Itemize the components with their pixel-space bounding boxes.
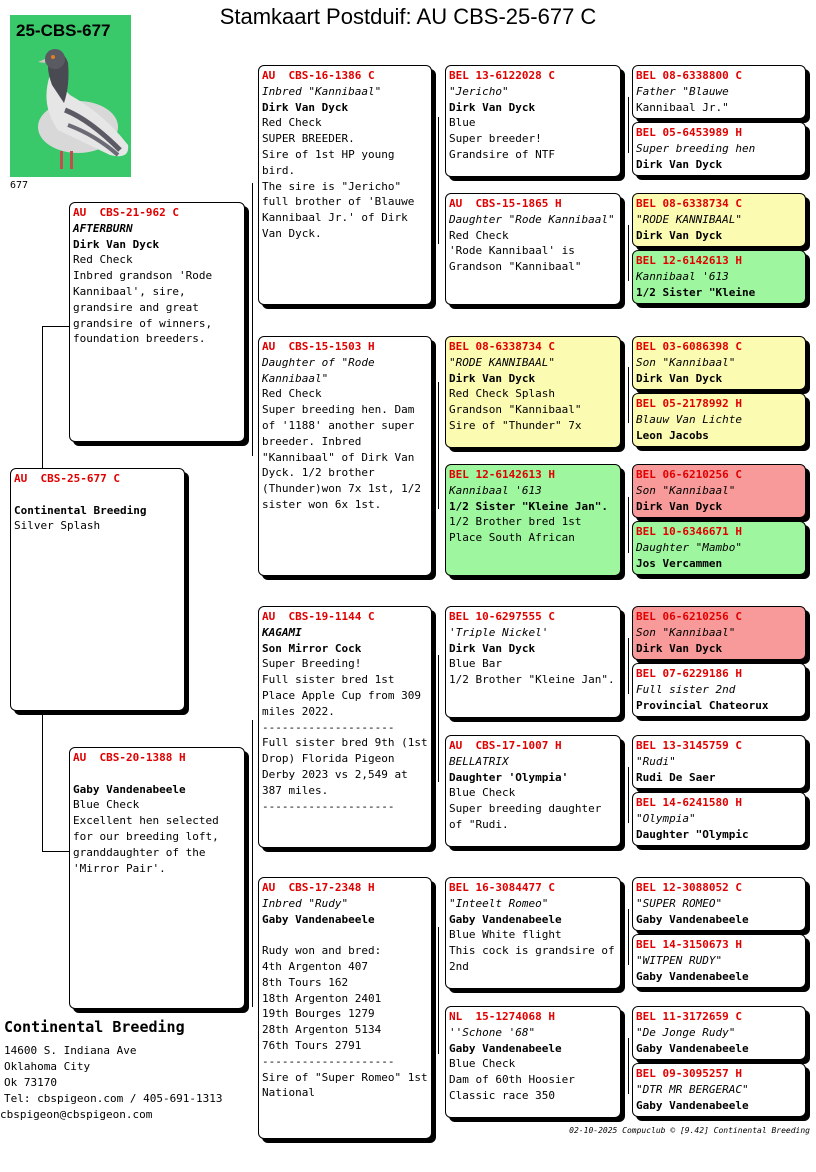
great-grandparent-card[interactable] (632, 393, 806, 447)
pedigree-line: Full sister bred 1st Place Apple Cup from 309 miles 2022. (262, 673, 428, 718)
ddd-card[interactable] (445, 1006, 621, 1118)
pedigree-line: Son "Kannibaal" (636, 355, 736, 369)
dss-card[interactable] (445, 606, 621, 718)
pedigree-line: Daughter "Olympic (636, 827, 749, 841)
pedigree-line: Super breeding hen (636, 141, 756, 155)
sire-card[interactable] (69, 202, 245, 442)
ring-number: BEL 08-6338734 C (449, 340, 555, 353)
pedigree-line: Jos Vercammen (636, 556, 723, 570)
pedigree-line: Gaby Vandenabeele (636, 1098, 749, 1112)
pedigree-line: Dirk Van Dyck (636, 228, 723, 242)
ring-number: AU CBS-21-962 C (73, 206, 179, 219)
pedigree-line: Full sister bred 9th (1st Drop) Florida Pigeon Derby 2023 vs 2,549 at 387 miles. (262, 736, 435, 797)
pedigree-line: Blue White flight (449, 928, 562, 942)
pedigree-line: Blue Check (73, 798, 140, 812)
ring-number: BEL 08-6338734 C (636, 197, 742, 210)
ring-number: BEL 08-6338800 C (636, 69, 742, 82)
pedigree-line (262, 927, 428, 943)
great-grandparent-card[interactable] (632, 464, 806, 518)
great-grandparent-card[interactable] (632, 193, 806, 247)
ring-number: BEL 14-6241580 H (636, 796, 742, 809)
sire-dam-card[interactable] (258, 336, 432, 576)
pedigree-line: "DTR MR BERGERAC" (636, 1082, 749, 1096)
great-grandparent-card[interactable] (632, 877, 806, 931)
ring-number: AU CBS-17-1007 H (449, 739, 562, 752)
great-grandparent-card[interactable] (632, 65, 806, 119)
pedigree-line: Dirk Van Dyck (449, 100, 536, 114)
pedigree-line: Blue Check (449, 786, 516, 800)
ring-number: AU CBS-17-2348 H (262, 881, 375, 894)
pedigree-line: Excellent hen selected for our breeding loft, granddaughter of the 'Mirror Pair'. (73, 814, 226, 875)
pedigree-line: -------------------- (262, 799, 395, 813)
pedigree-line: Blue (449, 116, 476, 130)
pedigree-line: Red Check (262, 387, 322, 401)
pedigree-line: Son "Kannibaal" (636, 625, 736, 639)
pedigree-line: Rudi De Saer (636, 770, 716, 784)
ring-number: AU CBS-16-1386 C (262, 69, 375, 82)
ring-number: AU CBS-25-677 C (14, 472, 120, 485)
pedigree-line: Kannibaal '613 (449, 483, 542, 497)
owner-contact: Tel: cbspigeon.com / 405-691-1313 (4, 1092, 223, 1105)
sire-sire-card[interactable] (258, 65, 432, 305)
great-grandparent-card[interactable] (632, 606, 806, 660)
pedigree-line: Super breeder! (449, 132, 542, 146)
ssd-card[interactable] (445, 193, 621, 305)
pedigree-line: Gaby Vandenabeele (262, 912, 375, 926)
pedigree-line: Daughter "Rode Kannibaal" (449, 212, 615, 226)
ring-number: BEL 14-3150673 H (636, 938, 742, 951)
pedigree-line: Gaby Vandenabeele (73, 782, 186, 796)
ring-number: BEL 10-6297555 C (449, 610, 555, 623)
pedigree-line: Kannibaal Jr." (636, 100, 729, 114)
ring-number: BEL 07-6229186 H (636, 667, 742, 680)
pedigree-line: 1/2 Brother "Kleine Jan". (449, 673, 615, 687)
pedigree-line: Sire of "Thunder" 7x (449, 418, 582, 432)
pedigree-line: 4th Argenton 407 (262, 959, 368, 973)
ring-number: AU CBS-15-1865 H (449, 197, 562, 210)
pedigree-line: 1/2 Brother bred 1st Place South African (449, 515, 589, 545)
pedigree-line: Kannibaal '613 (636, 269, 729, 283)
pedigree-line: Dirk Van Dyck (449, 371, 536, 385)
subject-pigeon-card[interactable] (10, 468, 185, 711)
owner-address-line: 14600 S. Indiana Ave (4, 1044, 137, 1057)
ring-number: BEL 05-2178992 H (636, 397, 742, 410)
pedigree-line: Gaby Vandenabeele (449, 1041, 562, 1055)
great-grandparent-card[interactable] (632, 934, 806, 988)
pedigree-line: Dirk Van Dyck (262, 100, 349, 114)
pedigree-line: Red Check (262, 116, 322, 130)
pedigree-line: Gaby Vandenabeele (449, 912, 562, 926)
pedigree-line: Continental Breeding (14, 503, 147, 517)
pedigree-line: Blue Bar (449, 657, 502, 671)
ring-number: BEL 03-6086398 C (636, 340, 742, 353)
great-grandparent-card[interactable] (632, 663, 806, 717)
ring-number: BEL 13-3145759 C (636, 739, 742, 752)
pedigree-line: "De Jonge Rudy" (636, 1025, 736, 1039)
owner-address-line: Ok 73170 (4, 1076, 57, 1089)
connector-line (628, 367, 629, 423)
pedigree-line: Gaby Vandenabeele (636, 1041, 749, 1055)
dam-sire-card[interactable] (258, 606, 435, 848)
ring-number: BEL 12-6142613 H (636, 254, 742, 267)
pedigree-line: Super Breeding! (262, 657, 362, 671)
pedigree-line: Full sister 2nd (636, 682, 736, 696)
photo-caption: 677 (10, 180, 29, 191)
pedigree-line: Grandsire of NTF (449, 147, 555, 161)
connector-line (438, 382, 439, 509)
pedigree-line: Inbred grandson 'Rode Kannibaal', sire, grandsire and great grandsire of winners, foundation breeders. (73, 269, 219, 346)
connector-line (42, 851, 70, 852)
pedigree-line: 18th Argenton 2401 (262, 991, 382, 1005)
pedigree-line: Son "Kannibaal" (636, 483, 736, 497)
sds-card[interactable] (445, 336, 621, 448)
pedigree-line: Grandson "Kannibaal" (449, 403, 582, 417)
pedigree-line: "SUPER ROMEO" (636, 896, 723, 910)
photo-ring-label: 25-CBS-677 (16, 21, 111, 40)
pedigree-line: AFTERBURN (73, 221, 133, 235)
ring-number: AU CBS-19-1144 C (262, 610, 375, 623)
pedigree-line: This cock is grandsire of 2nd (449, 944, 622, 973)
great-grandparent-card[interactable] (632, 792, 806, 846)
great-grandparent-card[interactable] (632, 250, 806, 304)
ring-number: BEL 16-3084477 C (449, 881, 555, 894)
page-title: Stamkaart Postduif: AU CBS-25-677 C (219, 4, 597, 29)
dds-card[interactable] (445, 877, 621, 989)
sss-card[interactable] (445, 65, 621, 177)
pedigree-line: "RODE KANNIBAAL" (449, 355, 555, 369)
great-grandparent-card[interactable] (632, 521, 806, 575)
pedigree-line: Rudy won and bred: (262, 944, 382, 958)
dam-dam-card[interactable] (258, 877, 435, 1139)
connector-line (628, 767, 629, 823)
pedigree-line: Silver Splash (14, 519, 101, 533)
pedigree-line: Provincial Chateorux (636, 698, 769, 712)
pedigree-line: Dirk Van Dyck (636, 371, 723, 385)
pedigree-line: Sire of "Super Romeo" 1st National (262, 1070, 435, 1100)
connector-line (628, 909, 629, 965)
pedigree-line: BELLATRIX (449, 754, 509, 768)
great-grandparent-card[interactable] (632, 122, 806, 176)
pedigree-line: 1/2 Sister "Kleine Jan". (449, 499, 608, 513)
sdd-card[interactable] (445, 464, 621, 576)
pedigree-line: Gaby Vandenabeele (636, 912, 749, 926)
pedigree-line: Dirk Van Dyck (636, 641, 723, 655)
pedigree-line: Daughter 'Olympia' (449, 770, 569, 784)
pedigree-line: "WITPEN RUDY" (636, 953, 723, 967)
pedigree-line: Daughter of "Rode Kannibaal" (262, 355, 382, 385)
connector-line (628, 638, 629, 694)
pigeon-photo (10, 15, 131, 177)
pedigree-line: Dirk Van Dyck (636, 157, 723, 171)
pedigree-line: 'Triple Nickel' (449, 625, 549, 639)
great-grandparent-card[interactable] (632, 336, 806, 390)
connector-line (628, 225, 629, 281)
ring-number: BEL 06-6210256 C (636, 610, 742, 623)
pedigree-line: Blue Check (449, 1057, 516, 1071)
pedigree-line: ''Schone '68" (449, 1025, 536, 1039)
pedigree-line: KAGAMI (262, 625, 302, 639)
pedigree-line (73, 766, 241, 782)
pedigree-line: 76th Tours 2791 (262, 1038, 362, 1052)
ring-number: NL 15-1274068 H (449, 1010, 555, 1023)
ring-number: AU CBS-20-1388 H (73, 751, 186, 764)
pedigree-line: Inbred "Kannibaal" (262, 84, 382, 98)
great-grandparent-card[interactable] (632, 1006, 806, 1060)
pedigree-line: "Olympia" (636, 811, 696, 825)
owner-name: Continental Breeding (4, 1018, 185, 1036)
ring-number: BEL 05-6453989 H (636, 126, 742, 139)
pedigree-line: Dirk Van Dyck (73, 237, 160, 251)
connector-line (438, 117, 439, 244)
connector-line (628, 1038, 629, 1094)
pedigree-line: 'Rode Kannibaal' is Grandson "Kannibaal" (449, 244, 582, 274)
pedigree-line (14, 487, 181, 503)
ring-number: BEL 09-3095257 H (636, 1067, 742, 1080)
pedigree-line: Inbred "Rudy" (262, 896, 349, 910)
pedigree-line: -------------------- (262, 720, 395, 734)
ring-number: BEL 06-6210256 C (636, 468, 742, 481)
pedigree-line: Red Check (449, 228, 509, 242)
pedigree-line: Gaby Vandenabeele (636, 969, 749, 983)
pedigree-line: Dam of 60th Hoosier Classic race 350 (449, 1073, 582, 1102)
connector-line (42, 326, 70, 327)
owner-email: cbspigeon@cbspigeon.com (0, 1108, 153, 1121)
dsd-card[interactable] (445, 735, 621, 847)
ring-number: BEL 13-6122028 C (449, 69, 555, 82)
connector-line (628, 497, 629, 553)
pedigree-line: Sire of 1st HP young bird. (262, 147, 402, 177)
pedigree-line: "Rudi" (636, 754, 676, 768)
pedigree-line: 19th Bourges 1279 (262, 1007, 375, 1021)
owner-address-line: Oklahoma City (4, 1060, 91, 1073)
pedigree-line: "Jericho" (449, 84, 509, 98)
pedigree-line: Dirk Van Dyck (636, 499, 723, 513)
pedigree-line: The sire is "Jericho" full brother of 'Blauwe Kannibaal Jr.' of Dirk Van Dyck. (262, 179, 421, 240)
ring-number: BEL 12-3088052 C (636, 881, 742, 894)
pedigree-line: Dirk Van Dyck (449, 641, 536, 655)
owner-address-block (0, 1043, 223, 1123)
ring-number: AU CBS-15-1503 H (262, 340, 375, 353)
pedigree-line: 1/2 Sister "Kleine (636, 285, 756, 299)
pedigree-line: Super breeding hen. Dam of '1188' another super breeder. Inbred "Kannibaal" of Dirk Van Dyck. 1/2 brother (Thunder)won 7x 1st, 1/2 sister won 6x 1st. (262, 403, 428, 511)
pedigree-line: Leon Jacobs (636, 428, 709, 442)
connector-line (252, 720, 253, 1007)
pedigree-line: 8th Tours 162 (262, 975, 349, 989)
connector-line (628, 97, 629, 153)
connector-line (252, 183, 253, 456)
pedigree-line: Super breeding daughter of "Rudi. (449, 802, 608, 831)
dam-card[interactable] (69, 747, 245, 1009)
pedigree-line: Red Check (73, 253, 133, 267)
footer-credit: 02-10-2025 Compuclub © [9.42] Continental Breeding (569, 1126, 810, 1135)
pedigree-line: "Inteelt Romeo" (449, 896, 549, 910)
connector-line (438, 927, 439, 1054)
pedigree-line: Red Check Splash (449, 387, 555, 401)
pedigree-line: Son Mirror Cock (262, 641, 362, 655)
ring-number: BEL 11-3172659 C (636, 1010, 742, 1023)
pedigree-line: Blauw Van Lichte (636, 412, 742, 426)
ring-number: BEL 12-6142613 H (449, 468, 555, 481)
great-grandparent-card[interactable] (632, 735, 806, 789)
pedigree-line: 28th Argenton 5134 (262, 1023, 382, 1037)
pedigree-line: Daughter "Mambo" (636, 540, 742, 554)
pedigree-line: "RODE KANNIBAAL" (636, 212, 742, 226)
great-grandparent-card[interactable] (632, 1063, 806, 1117)
connector-line (438, 655, 439, 782)
pedigree-line: -------------------- (262, 1054, 395, 1068)
pedigree-line: Father "Blauwe (636, 84, 729, 98)
ring-number: BEL 10-6346671 H (636, 525, 742, 538)
pedigree-line: SUPER BREEDER. (262, 132, 355, 146)
